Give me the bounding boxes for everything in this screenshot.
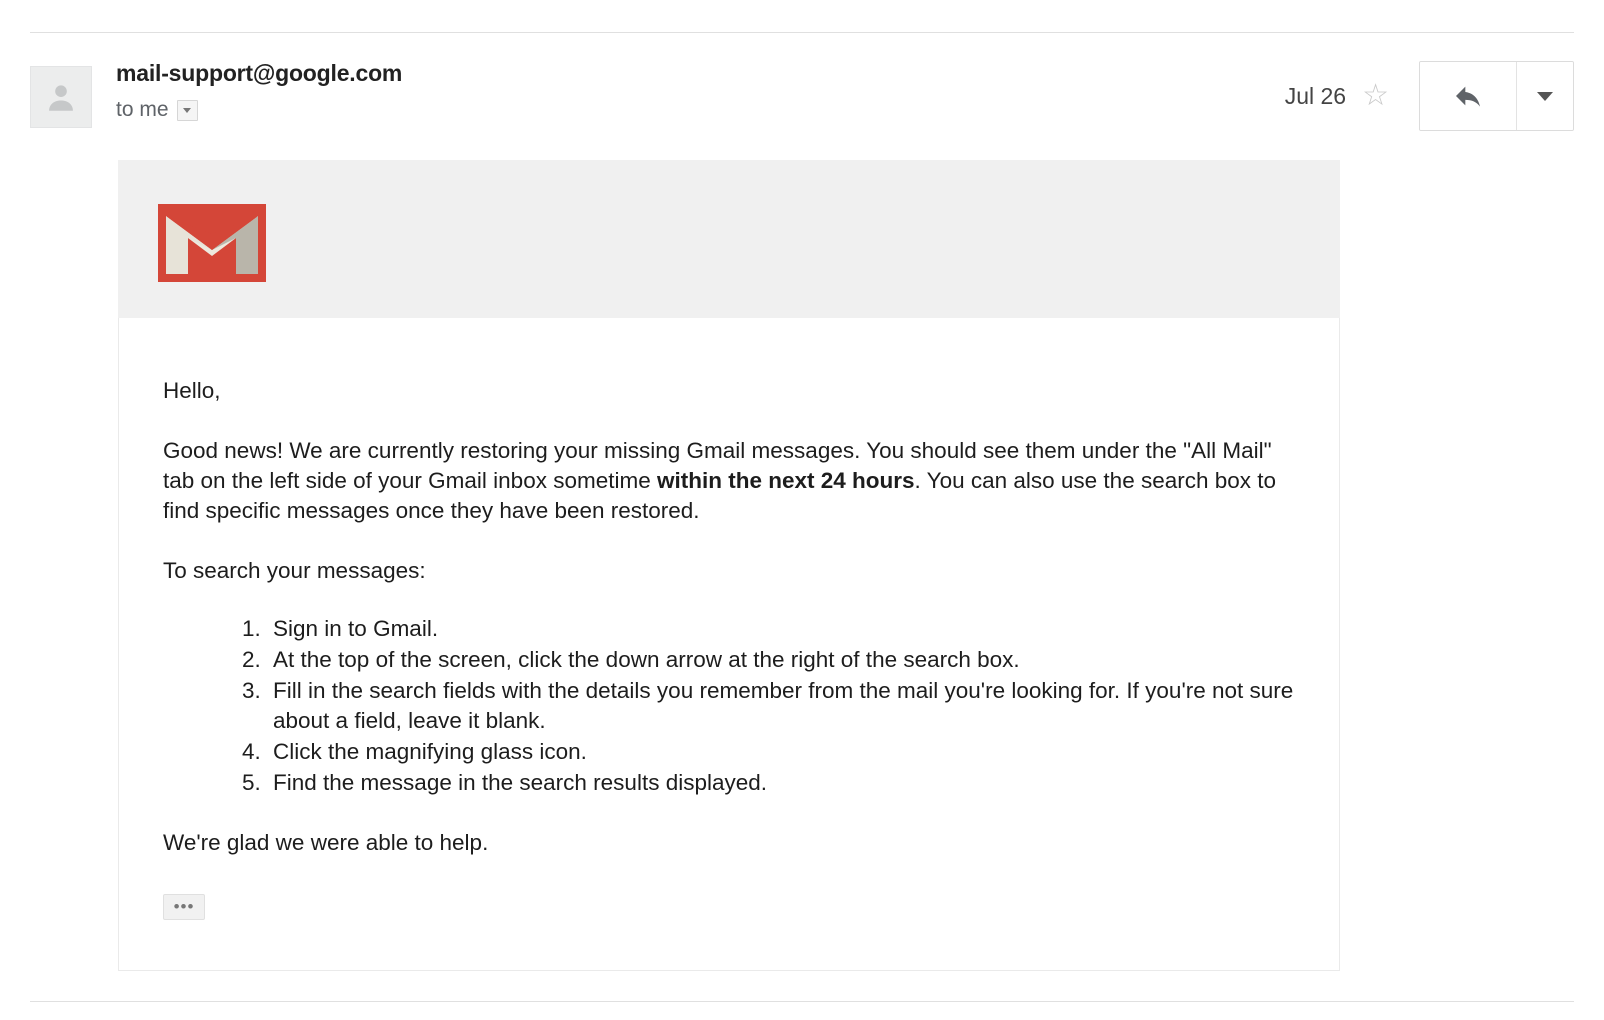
steps-intro: To search your messages: bbox=[163, 558, 426, 583]
reply-button[interactable] bbox=[1420, 62, 1517, 130]
email-body-card bbox=[118, 160, 1340, 971]
avatar bbox=[30, 66, 92, 128]
list-item: 5. Find the message in the search results displayed. bbox=[267, 768, 1295, 798]
logo-banner bbox=[118, 160, 1340, 318]
bottom-divider bbox=[30, 1001, 1574, 1002]
chevron-down-icon bbox=[1537, 92, 1553, 101]
chevron-down-glyph bbox=[183, 108, 191, 113]
recipient-row bbox=[116, 98, 402, 122]
sender-block bbox=[116, 58, 402, 122]
list-item: 4. Click the magnifying glass icon. bbox=[267, 737, 1295, 767]
reply-icon bbox=[1448, 80, 1488, 112]
paragraph-restore-part2: . You can also use the search box to find specific messages once they have been restored. bbox=[163, 468, 1277, 523]
greeting-text: Hello, bbox=[163, 378, 221, 403]
person-icon bbox=[44, 80, 78, 116]
search-steps-list bbox=[163, 614, 1295, 798]
list-item: 3. Fill in the search fields with the details you remember from the mail you're looking for. If you're not sure about a field, leave it blank. bbox=[267, 676, 1295, 736]
more-options-button[interactable] bbox=[1517, 62, 1573, 130]
list-item: 2. At the top of the screen, click the down arrow at the right of the search box. bbox=[267, 645, 1295, 675]
gmail-logo-icon bbox=[158, 204, 266, 282]
closing-text: We're glad we were able to help. bbox=[163, 830, 489, 855]
details-dropdown-icon[interactable] bbox=[177, 100, 198, 121]
paragraph-restore-bold: within the next 24 hours bbox=[657, 468, 915, 493]
message-header bbox=[30, 58, 1574, 138]
recipient-label: to me bbox=[116, 98, 169, 121]
paragraph-restore-part1: Good news! We are currently restoring your missing Gmail messages. You should see them under the "All Mail" tab on the left side of your Gmail inbox sometime bbox=[163, 438, 1272, 493]
star-icon[interactable]: ☆ bbox=[1362, 79, 1389, 112]
message-date: Jul 26 bbox=[1284, 82, 1347, 109]
top-divider bbox=[30, 32, 1574, 33]
email-body bbox=[118, 318, 1340, 971]
reply-button-group bbox=[1419, 61, 1574, 131]
sender-address[interactable]: mail-support@google.com bbox=[116, 60, 403, 86]
show-trimmed-content-button[interactable]: ••• bbox=[163, 894, 205, 920]
list-item: 1. Sign in to Gmail. bbox=[267, 614, 1295, 644]
paragraph-restore bbox=[163, 436, 1295, 526]
header-actions bbox=[1285, 60, 1574, 132]
